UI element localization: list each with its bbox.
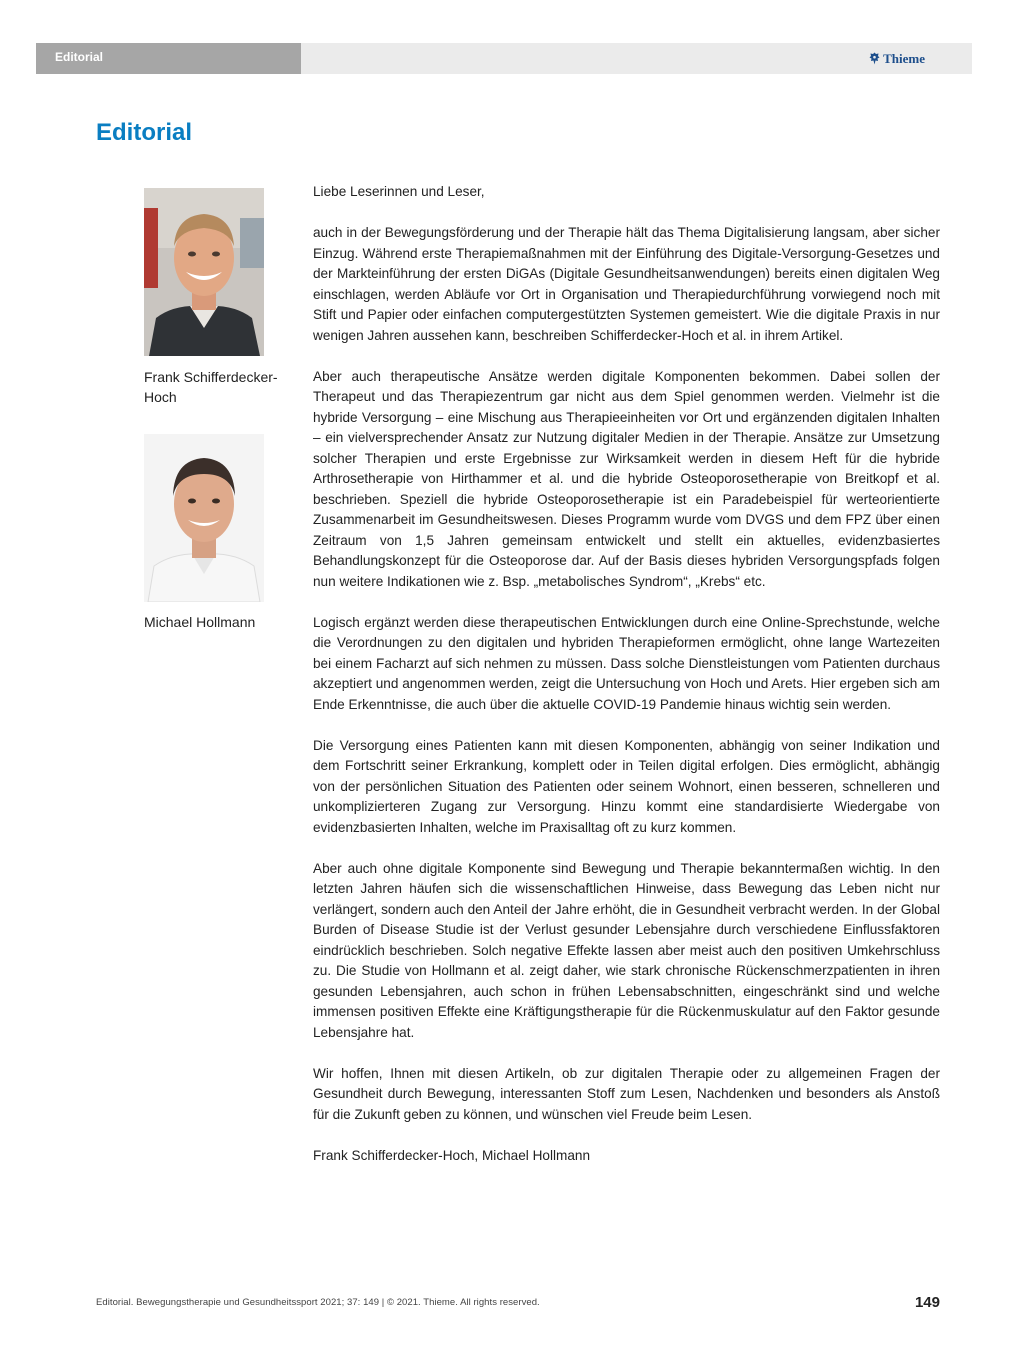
author-photo-schifferdecker-hoch [144,188,264,356]
author-caption: Frank Schifferdecker-Hoch [144,369,278,405]
body-paragraph: Wir hoffen, Ihnen mit diesen Artikeln, ob zur digitalen Therapie oder zu allgemeinen Fragen der Gesundheit durch Bewegung, interessanten Stoff zum Lesen, Nachdenken und besonders als Anstoß für die Zukunft geben zu können, und wünschen viel Freude beim Lesen. [313,1065,940,1122]
author-caption: Michael Hollmann [144,614,256,630]
section-label: Editorial [36,43,301,74]
thieme-logo-icon [869,52,880,65]
running-header [36,43,972,74]
body-paragraph: Logisch ergänzt werden diese therapeutischen Entwicklungen durch eine Online-Sprechstunde, welche die Verordnungen zu den digitalen und hybriden Therapieformen ermöglicht, ohne lange Wartezeiten bei einem Facharzt auf sich nehmen zu müssen. Dass solche Dienstleistungen vom Patienten durchaus akzeptiert und angenommen werden, zeigt die Untersuchung von Hoch und Arets. Hier ergeben sich am Ende Erkenntnisse, die auch über die aktuelle COVID-19 Pandemie hinaus wichtig sein werden. [313,614,940,712]
greeting: Liebe Leserinnen und Leser, [313,184,485,199]
body-paragraph: Aber auch ohne digitale Komponente sind Bewegung und Therapie bekanntermaßen wichtig. In den letzten Jahren häufen sich die wissenschaftlichen Hinweise, dass Bewegung das Leben nicht nur verlängert, sondern auch den Anteil der Jahre erhöht, die in Gesundheit verbracht werden. In der Global Burden of Disease Studie ist der Verlust gesunder Lebensjahre durch verschiedene Einflussfaktoren eindrücklich beschrieben. Solch negative Effekte lassen aber meist auch den positiven Umkehrschluss zu. Die Studie von Hollmann et al. zeigt daher, wie stark chronische Rückenschmerzpatienten in ihren gesunden Lebensjahren, auch schon in frühen Lebensabschnitten, eingeschränkt sind und welche immensen positiven Effekte eine Kräftigungstherapie für die Rückenmuskulatur auf den Faktor gesunde Lebensjahre hat. [313,860,940,1040]
editorial-body [313,182,940,1187]
body-paragraph: auch in der Bewegungsförderung und der Therapie hält das Thema Digitalisierung langsam, aber sicher Einzug. Während erste Therapiemaßnahmen mit der Einführung des Digitale-Versorgung-Gesetzes und der Markteinführung der ersten DiGAs (Digitale Gesundheitsanwendungen) bereits einen digitalen Weg einschlagen, werden Abläufe vor Ort in Organisation und Therapiedurchführung vorwiegend noch mit Stift und Papier oder einfachen computergestützten Systemen gemeistert. Wie die digitale Praxis in nur wenigen Jahren aussehen kann, beschreiben Schifferdecker-Hoch et al. in ihrem Artikel. [313,225,940,343]
page-number: 149 [914,1294,940,1311]
body-paragraph: Aber auch therapeutische Ansätze werden digitale Komponenten bekommen. Dabei sollen der Therapeut und das Therapiezentrum gar nicht aus dem Spiel genommen werden. Vielmehr ist die hybride Versorgung – eine Mischung aus Therapieeinheiten vor Ort und ergänzenden digitalen Inhalten – ein vielversprechender Ansatz zur Nutzung digitaler Medien in der Therapie. Ansätze zur Umsetzung solcher Therapien und erste Ergebnisse zur Wirksamkeit werden in diesem Heft für die hybride Arthrosetherapie von Hirthammer et al. und die hybride Osteoporosetherapie von Breitkopf et al. beschrieben. Speziell die hybride Osteoporosetherapie ist ein Paradebeispiel für werteorientierte Zusammenarbeit im Gesundheitswesen. Dieses Programm wurde vom DVGS und dem FPZ über einen Zeitraum von 1,5 Jahren gemeinsam entwickelt und stellt ein aktuelles, evidenzbasiertes Behandlungskonzept für die Osteoporose dar. Auf der Basis dieses hybriden Versorgungspfads folgen nun weitere Indikationen wie z. Bsp. „metabolisches Syndrom“, „Krebs“ etc. [313,368,940,589]
page-title: Editorial [96,119,193,146]
author-photo-hollmann [144,434,264,602]
signature: Frank Schifferdecker-Hoch, Michael Hollmann [313,1147,591,1163]
publisher-name: Thieme [883,51,925,66]
publisher-brand[interactable] [869,43,925,74]
body-paragraph: Die Versorgung eines Patienten kann mit diesen Komponenten, abhängig von seiner Indikation und dem Fortschritt seiner Erkrankung, komplett oder in Teilen digital erfolgen. Dies ermöglicht, abhängig von der persönlichen Situation des Patienten oder seinem Wohnort, einen besseren, schnelleren und unkomplizierteren Zugang zur Versorgung. Hinzu kommt eine standardisierte Wiedergabe von evidenzbasierten Inhalten, welche im Praxisalltag oft zu kurz kommen. [313,737,940,835]
citation-footer: Editorial. Bewegungstherapie und Gesundheitssport 2021; 37: 149 | © 2021. Thieme. All rights reserved. [96,1297,540,1308]
